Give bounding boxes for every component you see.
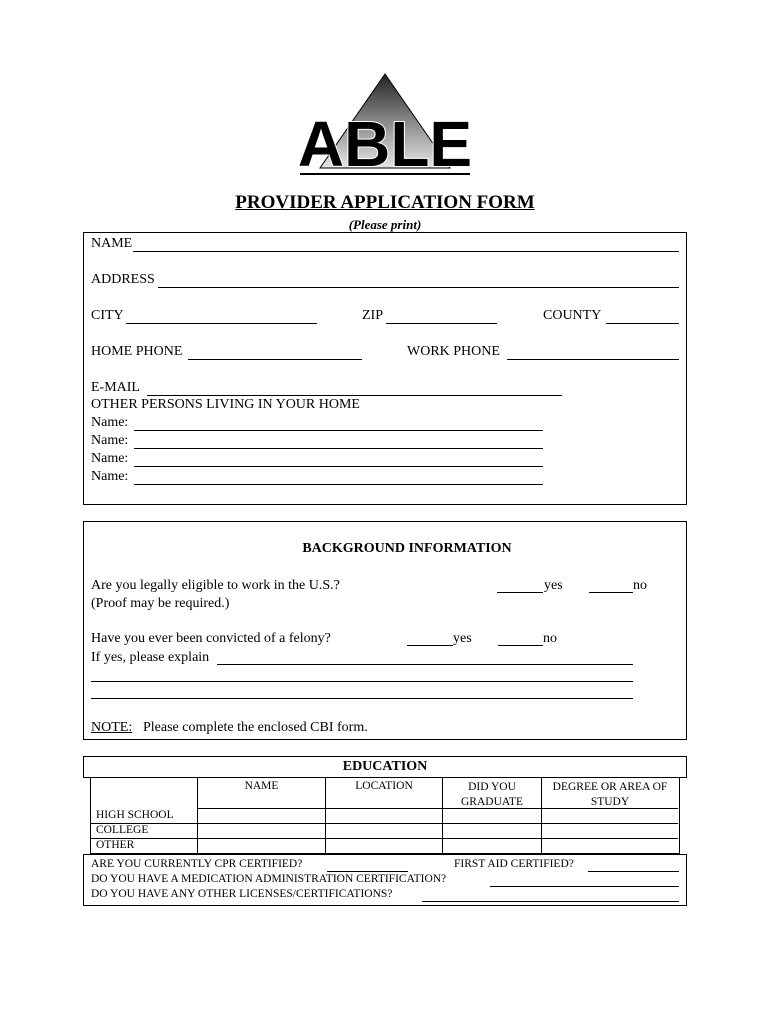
zip-label: ZIP xyxy=(362,308,383,323)
able-logo xyxy=(290,70,480,182)
name-label: NAME xyxy=(91,236,133,251)
education-column-divider xyxy=(541,777,542,854)
work-phone-field[interactable] xyxy=(507,359,679,360)
city-label: CITY xyxy=(91,308,124,323)
svg-text:ABLE: ABLE xyxy=(297,108,473,180)
address-field[interactable] xyxy=(158,287,679,288)
county-label: COUNTY xyxy=(543,308,602,323)
explain-field-3[interactable] xyxy=(91,698,633,699)
eligibility-yes-field[interactable] xyxy=(497,592,543,593)
person-field-4[interactable] xyxy=(134,484,543,485)
first-aid-question: FIRST AID CERTIFIED? xyxy=(454,858,574,870)
explain-field-2[interactable] xyxy=(91,681,633,682)
eligibility-note: (Proof may be required.) xyxy=(91,596,230,611)
home-phone-label: HOME PHONE xyxy=(91,344,183,359)
person-field-1[interactable] xyxy=(134,430,543,431)
address-label: ADDRESS xyxy=(91,272,155,287)
form-title: PROVIDER APPLICATION FORM xyxy=(235,192,535,213)
contact-section xyxy=(83,232,687,505)
city-field[interactable] xyxy=(126,323,317,324)
other-licenses-field[interactable] xyxy=(422,901,679,902)
education-column-header: NAME xyxy=(244,780,279,792)
felony-yes-field[interactable] xyxy=(407,645,453,646)
name-field[interactable] xyxy=(133,251,679,252)
person-label-4: Name: xyxy=(91,469,129,484)
education-column-header: DID YOU GRADUATE xyxy=(461,781,523,808)
note-text: Please complete the enclosed CBI form. xyxy=(143,720,368,735)
felony-no-label: no xyxy=(543,631,557,646)
explain-label: If yes, please explain xyxy=(91,650,210,665)
first-aid-field[interactable] xyxy=(588,871,679,872)
education-column-divider xyxy=(442,777,443,854)
felony-yes-label: yes xyxy=(453,631,472,646)
eligibility-question: Are you legally eligible to work in the U.S.? xyxy=(91,578,340,593)
education-row-divider xyxy=(90,823,678,824)
felony-no-field[interactable] xyxy=(498,645,543,646)
explain-field-1[interactable] xyxy=(217,664,633,665)
education-row-label: COLLEGE xyxy=(96,824,149,836)
felony-question: Have you ever been convicted of a felony? xyxy=(91,631,331,646)
education-row-label: HIGH SCHOOL xyxy=(96,809,174,821)
person-field-3[interactable] xyxy=(134,466,543,467)
county-field[interactable] xyxy=(606,323,679,324)
eligibility-no-label: no xyxy=(633,578,647,593)
form-subtitle: (Please print) xyxy=(348,217,422,232)
eligibility-yes-label: yes xyxy=(544,578,563,593)
work-phone-label: WORK PHONE xyxy=(407,344,500,359)
medication-field[interactable] xyxy=(490,886,679,887)
medication-question: DO YOU HAVE A MEDICATION ADMINISTRATION CERTIFICATION? xyxy=(91,873,447,885)
household-heading: OTHER PERSONS LIVING IN YOUR HOME xyxy=(91,397,360,412)
other-licenses-question: DO YOU HAVE ANY OTHER LICENSES/CERTIFICATIONS? xyxy=(91,888,393,900)
email-label: E-MAIL xyxy=(91,380,140,395)
note-label: NOTE: xyxy=(91,720,133,735)
cpr-question: ARE YOU CURRENTLY CPR CERTIFIED? xyxy=(91,858,303,870)
person-field-2[interactable] xyxy=(134,448,543,449)
person-label-1: Name: xyxy=(91,415,129,430)
education-row-label: OTHER xyxy=(96,839,135,851)
background-heading: BACKGROUND INFORMATION xyxy=(302,541,512,556)
education-row-divider xyxy=(90,838,678,839)
email-field[interactable] xyxy=(147,395,562,396)
cpr-field[interactable] xyxy=(327,871,408,872)
zip-field[interactable] xyxy=(386,323,497,324)
education-column-header: DEGREE OR AREA OF STUDY xyxy=(552,781,668,808)
education-heading: EDUCATION xyxy=(342,759,428,774)
home-phone-field[interactable] xyxy=(188,359,362,360)
eligibility-no-field[interactable] xyxy=(589,592,633,593)
logo-triangle-icon xyxy=(290,70,480,182)
education-column-header: LOCATION xyxy=(355,780,413,792)
person-label-3: Name: xyxy=(91,451,129,466)
person-label-2: Name: xyxy=(91,433,129,448)
